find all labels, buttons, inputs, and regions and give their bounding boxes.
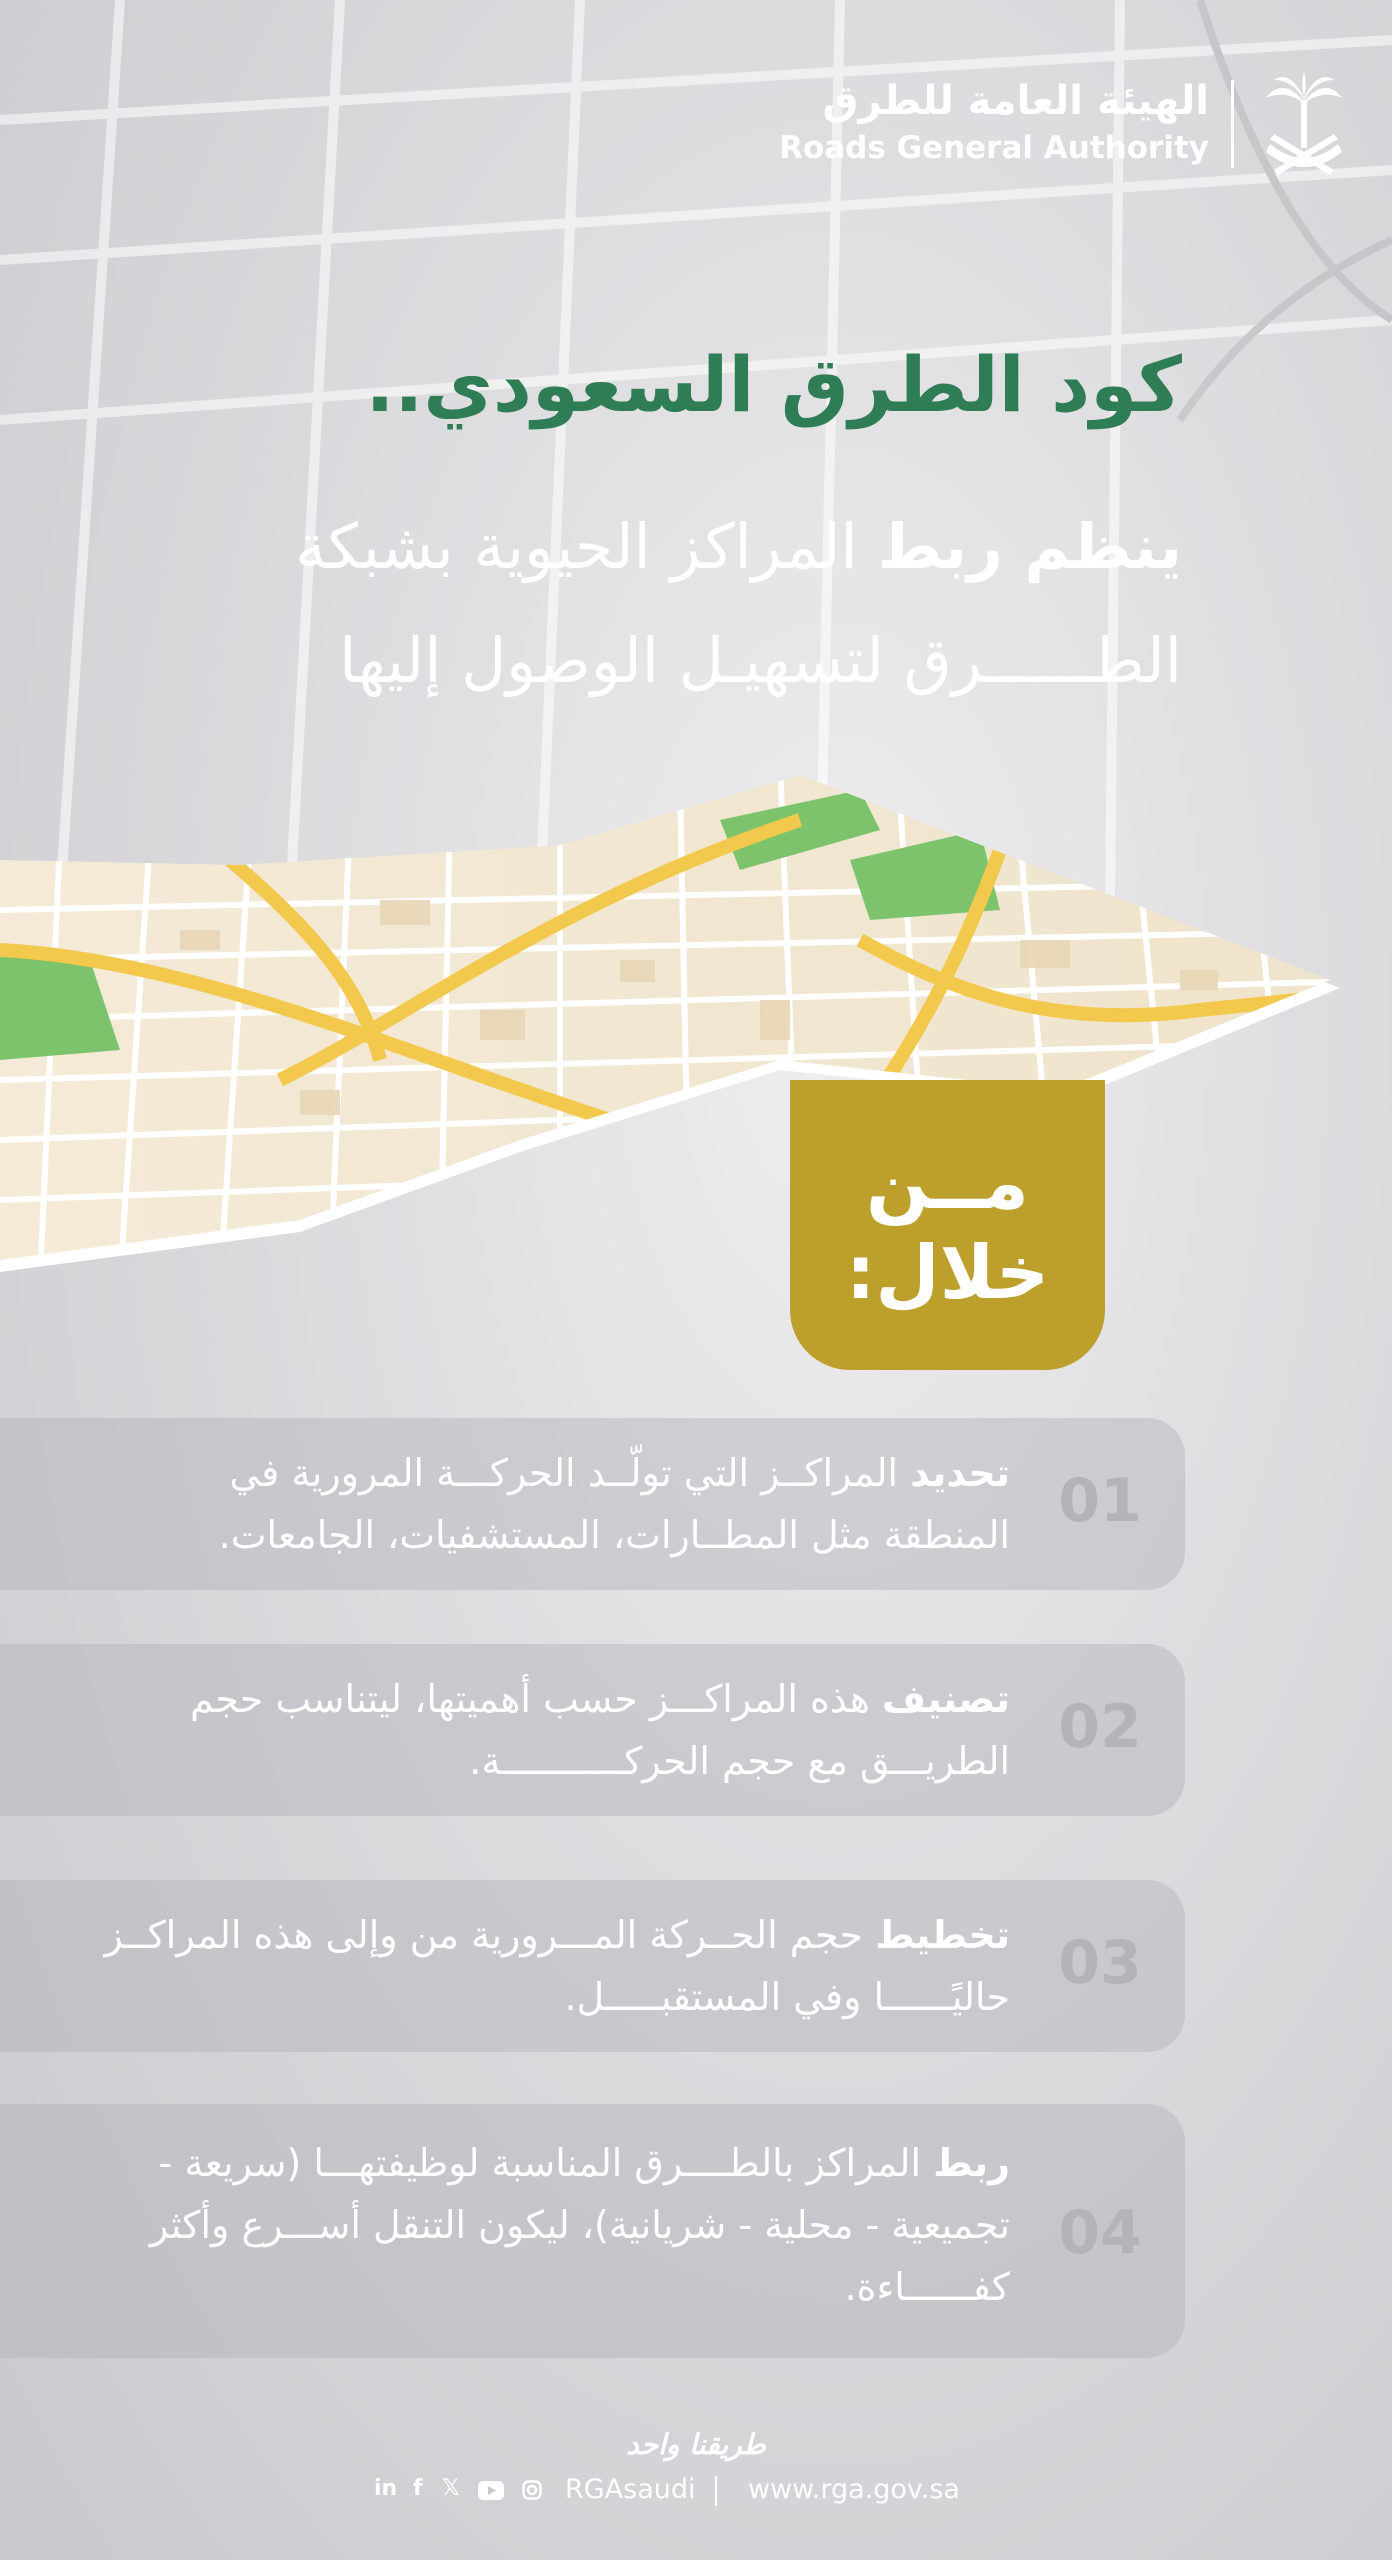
subtitle-line-1 <box>82 490 1182 604</box>
org-name-arabic: الهيئة العامة للطرق <box>822 78 1209 124</box>
rga-logo <box>779 72 1344 182</box>
page-title: كود الطرق السعودي.. <box>365 340 1182 429</box>
card-3 <box>0 1880 1185 2052</box>
subtitle-bold: ينظم ربط <box>877 510 1182 583</box>
card-number: 04 <box>1058 2198 1142 2268</box>
social-handle[interactable]: RGAsaudi <box>565 2474 696 2505</box>
card-4 <box>0 2104 1185 2358</box>
card-number: 03 <box>1058 1928 1142 1998</box>
card-number: 02 <box>1058 1692 1142 1762</box>
subtitle-line-2: الطــــــرق لتسهيـل الوصول إليها <box>339 624 1182 697</box>
card-body: المراكــز التي تولّــد الحركـــة المرورية في المنطقة مثل المطــارات، المستشفيات، الجامعات. <box>218 1451 1010 1557</box>
facebook-icon[interactable]: f <box>413 2476 423 2501</box>
logo-divider <box>1231 80 1234 168</box>
card-text <box>100 1442 1010 1566</box>
instagram-icon[interactable] <box>522 2480 542 2500</box>
badge-line-1: مــن <box>866 1140 1029 1226</box>
palm-swords-emblem-icon <box>1264 72 1344 177</box>
card-number: 01 <box>1058 1466 1142 1536</box>
badge-line-2: خلال: <box>845 1230 1050 1316</box>
x-icon[interactable]: 𝕏 <box>442 2476 460 2501</box>
linkedin-icon[interactable]: in <box>374 2476 398 2501</box>
card-text <box>100 1668 1010 1792</box>
footer-brand: طريقنا واحد <box>626 2428 766 2461</box>
through-badge <box>790 1080 1105 1370</box>
card-1 <box>0 1418 1185 1590</box>
folded-map-illustration <box>0 760 1392 1280</box>
footer-social-row <box>370 2472 1030 2512</box>
youtube-icon[interactable] <box>478 2481 504 2500</box>
card-keyword: ربط <box>933 2141 1010 2185</box>
footer-divider <box>715 2476 717 2506</box>
card-2 <box>0 1644 1185 1816</box>
card-body: هذه المراكـــز حسب أهميتها، ليتناسب حجم الطريـــق مع حجم الحركـــــــــــة. <box>189 1677 1010 1783</box>
card-text <box>100 2132 1010 2318</box>
card-keyword: تصنيف <box>882 1677 1010 1721</box>
card-keyword: تحديد <box>910 1451 1010 1495</box>
card-body: حجم الحــركة المـــرورية من وإلى هذه المراكــز حاليًــــــا وفي المستقبـــــل. <box>104 1913 1010 2019</box>
page-subtitle <box>82 490 1182 718</box>
subtitle-rest: المراكز الحيوية بشبكة <box>295 510 878 583</box>
card-body: المراكز بالطــــرق المناسبة لوظيفتهـــا (سريعة - تجميعية - محلية - شريانية)، ليكون التنقل أســـرع وأكثر كفــــــاءة. <box>149 2141 1010 2309</box>
card-text <box>100 1904 1010 2028</box>
website-link[interactable]: www.rga.gov.sa <box>748 2474 960 2505</box>
org-name-english: Roads General Authority <box>779 130 1209 166</box>
card-keyword: تخطيط <box>875 1913 1010 1957</box>
